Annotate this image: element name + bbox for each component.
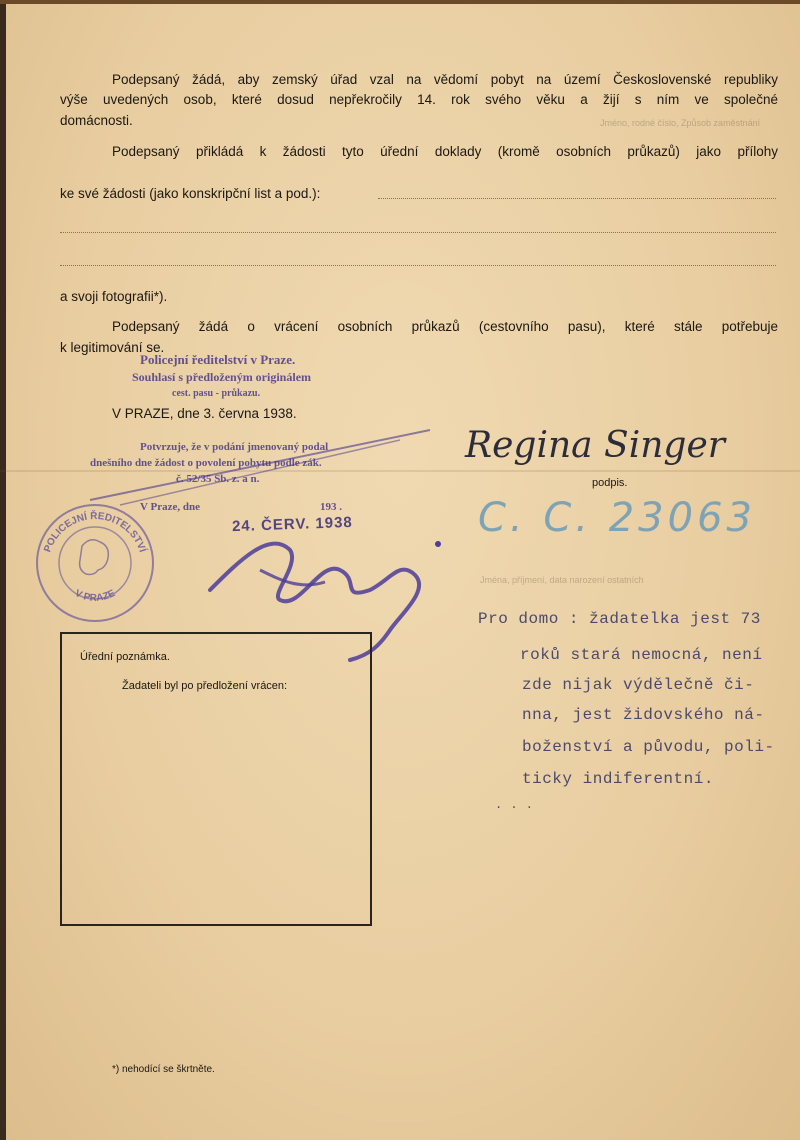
- signature-label: podpis.: [592, 477, 628, 489]
- police-stamp-header: Policejní ředitelství v Praze.: [140, 352, 296, 367]
- official-note-box: [60, 632, 372, 926]
- lion-emblem-icon: [80, 540, 109, 575]
- paragraph-3-line-2: k legitimování se.: [60, 340, 165, 355]
- paragraph-2-line-3: a svoji fotografii*).: [60, 289, 168, 304]
- svg-text:POLICEJNÍ ŘEDITELSTVÍ: [42, 509, 149, 554]
- typed-note-line-6: ticky indiferentní.: [522, 770, 714, 788]
- confirm-stamp-place: V Praze, dne: [140, 501, 200, 513]
- official-note-line-1: Žadateli byl po předložení vrácen:: [122, 680, 288, 692]
- paragraph-3-line-1: Podepsaný žádá o vrácení osobních průkazů (cestovního pasu), které stále potřebuje: [112, 319, 778, 334]
- typed-note-line-1: Pro domo : žadatelka jest 73: [478, 610, 761, 628]
- typed-note-line-7: . . .: [495, 798, 534, 812]
- reference-number: C. C. 23063: [478, 495, 756, 541]
- cancel-strokes: [80, 420, 440, 510]
- paragraph-2-line-1: Podepsaný přikládá k žádosti tyto úřední doklady (kromě osobních průkazů) jako přílohy: [112, 144, 778, 159]
- police-stamp-line-3: cest. pasu - průkazu.: [172, 388, 261, 399]
- svg-text:V PRAZE: [73, 588, 117, 604]
- police-stamp-line-2: Souhlasí s předloženým originálem: [132, 370, 312, 384]
- footnote: *) nehodící se škrtněte.: [112, 1064, 215, 1075]
- paragraph-1-line-2: výše uvedených osob, které dosud nepřekročily 14. rok svého věku a žijí s ním ve společné: [60, 92, 778, 107]
- typed-note-line-4: nna, jest židovského ná-: [522, 706, 765, 724]
- date-stamp: 24. ČERV. 1938: [231, 513, 354, 536]
- typed-note-line-2: roků stará nemocná, není: [520, 646, 763, 664]
- paragraph-1-line-1: Podepsaný žádá, aby zemský úřad vzal na vědomí pobyt na území Československé republiky: [112, 72, 778, 87]
- confirm-stamp-line-2: dnešního dne žádost o povolení pobytu podle zák.: [90, 457, 322, 469]
- dotted-fill-line: [60, 265, 776, 266]
- dotted-fill-line: [378, 198, 776, 199]
- paragraph-2-line-2: ke své žádosti (jako konskripční list a pod.):: [60, 186, 321, 201]
- round-seal: [30, 498, 160, 628]
- document-page: Jméno, rodné číslo, Způsob zaměstnání Jména, příjmení, data narození ostatních Podepsaný žádá, aby zemský úřad vzal na vědomí pobyt na území Československé republiky výše uvedených osob, které dosud nepřekročily 14. rok svého věku a žijí s ním ve společné domácnosti. Podepsaný přikládá k žádosti tyto úřední doklady (kromě osobních průkazů) jako přílohy ke své žádosti (jako konskripční list a pod.): a svoji fotografii*). Podepsaný žádá o vrácení osobních průkazů (cestovního pasu), které stále potřebuje k legitimování se. V PRAZE, dne 3. června 1938. Policejní ředitelství v Praze. Souhlasí s předloženým originálem cest. pasu - průkazu. Potvrzuje, že v podání jmenovaný podal dnešního dne žádost o povolení pobytu podle zák. č. 52/35 Sb. z. a n. V Praze, dne 193 . 24. ČERV. 1938 POLICEJNÍ ŘEDITELSTVÍ V PRAZE Regina Singer podpis. C. C. 23063 Pro domo : žadatelka jest 73 roků stará nemocná, není zde nijak výdělečně či- nna, jest židovského ná- boženství a původu, poli- ticky indiferentní. . . . Úřední poznámka. Žadateli byl po předložení vrácen: *) nehodící se škrtněte.: [0, 0, 800, 1140]
- round-seal-outer-text: POLICEJNÍ ŘEDITELSTVÍ: [42, 510, 148, 554]
- dotted-fill-line: [60, 232, 776, 233]
- typed-note-line-3: zde nijak výdělečně či-: [522, 676, 755, 694]
- place-date: V PRAZE, dne 3. června 1938.: [112, 406, 297, 421]
- official-note-title: Úřední poznámka.: [80, 651, 170, 663]
- confirm-stamp-line-1: Potvrzuje, že v podání jmenovaný podal: [140, 441, 329, 453]
- applicant-signature: Regina Singer: [465, 425, 725, 466]
- round-seal-inner-text: V PRAZE: [72, 588, 118, 604]
- typed-note-line-5: boženství a původu, poli-: [522, 738, 775, 756]
- confirm-stamp-line-3: č. 52/35 Sb. z. a n.: [176, 473, 260, 485]
- paragraph-1-line-3: domácnosti.: [60, 113, 133, 128]
- confirm-stamp-year-blank: 193 .: [320, 501, 342, 513]
